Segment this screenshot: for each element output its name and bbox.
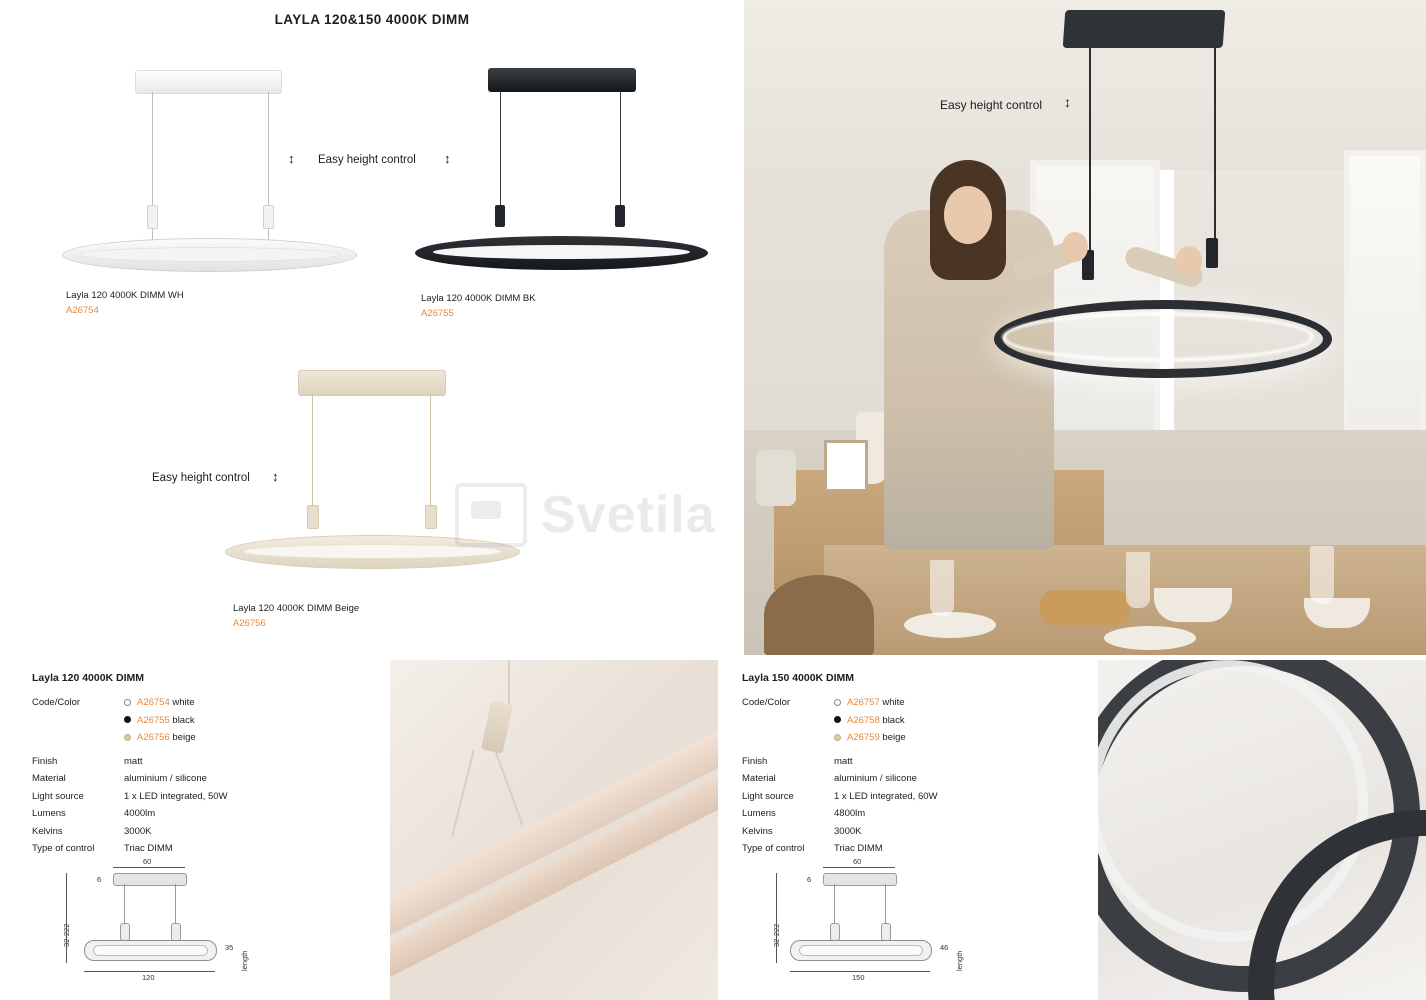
spec-value: Triac DIMM [124, 843, 173, 854]
color-label: black [882, 714, 905, 726]
height-slider [495, 205, 505, 227]
swatch-white-icon [834, 699, 841, 706]
spec-panel-layla-120 [0, 660, 355, 1000]
height-slider [263, 205, 274, 229]
detail-slider [481, 700, 513, 753]
color-label: beige [882, 732, 906, 743]
height-slider [615, 205, 625, 227]
watermark-text: Svetila [541, 486, 716, 544]
spec-row-light-source [32, 788, 355, 806]
color-code: A26757 [847, 697, 880, 708]
dim-canopy-height: 6 [807, 875, 812, 884]
panel-divider [718, 660, 742, 1000]
easy-height-control-label-1: Easy height control [318, 154, 416, 166]
swatch-beige-icon [834, 734, 841, 741]
spec-color-list [124, 694, 196, 747]
color-option [124, 712, 196, 730]
spec-value: 1 x LED integrated, 60W [834, 790, 938, 802]
color-code: A26758 [847, 714, 880, 726]
color-code: A26754 [137, 697, 170, 708]
dim-canopy-width: 60 [853, 857, 862, 866]
spec-value: aluminium / silicone [124, 773, 207, 784]
canopy-black [488, 68, 636, 92]
spec-value: Triac DIMM [834, 843, 883, 854]
suspension-wire [430, 394, 431, 509]
dim-width: 120 [142, 973, 155, 982]
dim-canopy-width: 60 [143, 857, 152, 866]
spec-key: Light source [32, 790, 84, 802]
spec-row-lumens [742, 805, 1065, 823]
spec-key: Light source [742, 790, 794, 802]
color-label: white [882, 697, 905, 708]
easy-height-control-label-2: Easy height control [152, 472, 250, 484]
product-code-beige: A26756 [233, 618, 266, 629]
spec-row-lumens [32, 805, 355, 823]
photo-bread-basket [1040, 590, 1130, 626]
lamp-ring-inner [243, 544, 502, 559]
color-option [834, 712, 906, 730]
spec-value: matt [834, 755, 853, 767]
product-illustrations-panel [0, 0, 744, 655]
suspension-wire [620, 92, 621, 207]
product-name-beige: Layla 120 4000K DIMM Beige [233, 603, 360, 614]
spec-key: Type of control [742, 843, 805, 854]
spec-key: Lumens [32, 808, 66, 819]
photo-easy-height-control-label: Easy height control [940, 98, 1043, 112]
lamp-ring-inner [433, 245, 690, 259]
spec-color-list [834, 694, 906, 747]
spec-value: matt [124, 755, 143, 767]
detail-photo-black [1098, 660, 1426, 1000]
spec-value: aluminium / silicone [834, 773, 917, 784]
spec-key: Type of control [32, 843, 95, 854]
spec-row-finish [32, 753, 355, 771]
spec-row-kelvins [32, 823, 355, 841]
dimension-drawing-left [0, 855, 355, 1000]
dim-tick [823, 867, 895, 868]
lamp-ring-inner [80, 247, 340, 262]
dim-hline [84, 971, 215, 972]
photo-person-face [944, 186, 992, 244]
panel-divider [0, 655, 1426, 660]
spec-row-code-color [32, 694, 355, 747]
spec-row-material [32, 770, 355, 788]
photo-jug [756, 450, 796, 506]
photo-suspension-wire [1089, 48, 1091, 263]
spec-title-left: Layla 120 4000K DIMM [32, 672, 145, 684]
color-option [834, 694, 906, 712]
dim-depth: 46 [940, 943, 949, 952]
color-label: white [172, 697, 195, 708]
dim-canopy-height: 6 [97, 875, 102, 884]
spec-key: Kelvins [32, 825, 63, 837]
drawing-slider [830, 923, 840, 941]
spec-title-right: Layla 150 4000K DIMM [742, 672, 855, 684]
height-slider [425, 505, 437, 529]
swatch-beige-icon [124, 734, 131, 741]
suspension-wire [312, 394, 313, 509]
spec-value: 1 x LED integrated, 50W [124, 790, 228, 802]
spec-key: Kelvins [742, 825, 773, 837]
photo-person-hand-right [1176, 246, 1202, 276]
color-label: black [172, 714, 195, 726]
spec-key: Code/Color [742, 697, 791, 708]
spec-key: Finish [742, 755, 768, 767]
swatch-white-icon [124, 699, 131, 706]
dim-hline [790, 971, 930, 972]
detail-photo-beige [390, 660, 718, 1000]
photo-lamp-canopy [1063, 10, 1226, 48]
dim-tick [113, 867, 185, 868]
product-code-white: A26754 [66, 305, 99, 316]
dimension-drawing-right [710, 855, 1065, 1000]
spec-value: 4000lm [124, 808, 156, 819]
drawing-slider [881, 923, 891, 941]
height-arrow-icon: ↕ [444, 151, 451, 166]
color-label: beige [172, 732, 196, 743]
photo-plate [1104, 626, 1196, 650]
spec-row-code-color [742, 694, 1065, 747]
drawing-ring-inner [799, 945, 923, 956]
spec-key: Code/Color [32, 697, 81, 708]
dim-vline [776, 873, 777, 963]
color-option [124, 729, 196, 747]
color-option [124, 694, 196, 712]
spec-panel-layla-150 [710, 660, 1065, 1000]
photo-suspension-wire [1214, 48, 1216, 248]
detail-wire [508, 660, 510, 710]
canopy-white [135, 70, 282, 94]
color-code: A26759 [847, 732, 880, 743]
photo-chair [764, 575, 874, 655]
photo-lamp-glow [1002, 312, 1314, 362]
lifestyle-photo [744, 0, 1426, 655]
panel-divider [1065, 660, 1098, 1000]
detail-wire [494, 750, 523, 826]
dim-depth-label: length [240, 950, 249, 971]
photo-wine-glass [930, 560, 954, 616]
spec-value: 3000K [834, 825, 862, 837]
height-slider [307, 505, 319, 529]
dim-depth-label: length [955, 950, 964, 971]
panel-divider [355, 660, 390, 1000]
spec-row-light-source [742, 788, 1065, 806]
product-code-black: A26755 [421, 308, 454, 319]
spec-value: 3000K [124, 825, 152, 837]
photo-wine-glass [1126, 552, 1150, 608]
spec-value: 4800lm [834, 808, 866, 819]
spec-key: Material [742, 773, 776, 784]
spec-row-material [742, 770, 1065, 788]
dim-height-range: 32-222 [62, 923, 71, 947]
suspension-wire [500, 92, 501, 207]
spec-key: Material [32, 773, 66, 784]
color-code: A26756 [137, 732, 170, 743]
spec-row-kelvins [742, 823, 1065, 841]
photo-height-slider [1206, 238, 1218, 268]
drawing-slider [171, 923, 181, 941]
spec-row-finish [742, 753, 1065, 771]
photo-plate [904, 612, 996, 638]
dim-depth: 35 [225, 943, 234, 952]
drawing-ring-inner [93, 945, 208, 956]
color-code: A26755 [137, 714, 170, 726]
spec-key: Finish [32, 755, 58, 767]
photo-wine-glass [1310, 546, 1334, 604]
photo-fruit-bowl [1154, 588, 1232, 622]
swatch-black-icon [834, 716, 841, 723]
photo-person-hand-left [1062, 232, 1088, 262]
canopy-beige [298, 370, 446, 396]
product-name-white: Layla 120 4000K DIMM WH [66, 290, 184, 301]
dim-width: 150 [852, 973, 865, 982]
detail-wire [451, 749, 475, 837]
product-name-black: Layla 120 4000K DIMM BK [421, 293, 536, 304]
swatch-black-icon [124, 716, 131, 723]
height-arrow-icon: ↕ [272, 469, 279, 484]
color-option [834, 729, 906, 747]
height-slider [147, 205, 158, 229]
drawing-slider [120, 923, 130, 941]
photo-height-arrow-icon: ↕ [1064, 94, 1071, 110]
spec-key: Lumens [742, 808, 776, 819]
photo-picture-frame [824, 440, 868, 492]
dim-height-range: 32-222 [772, 923, 781, 947]
dim-vline [66, 873, 67, 963]
page-title: LAYLA 120&150 4000K DIMM [274, 12, 470, 27]
height-arrow-icon: ↕ [288, 151, 295, 166]
